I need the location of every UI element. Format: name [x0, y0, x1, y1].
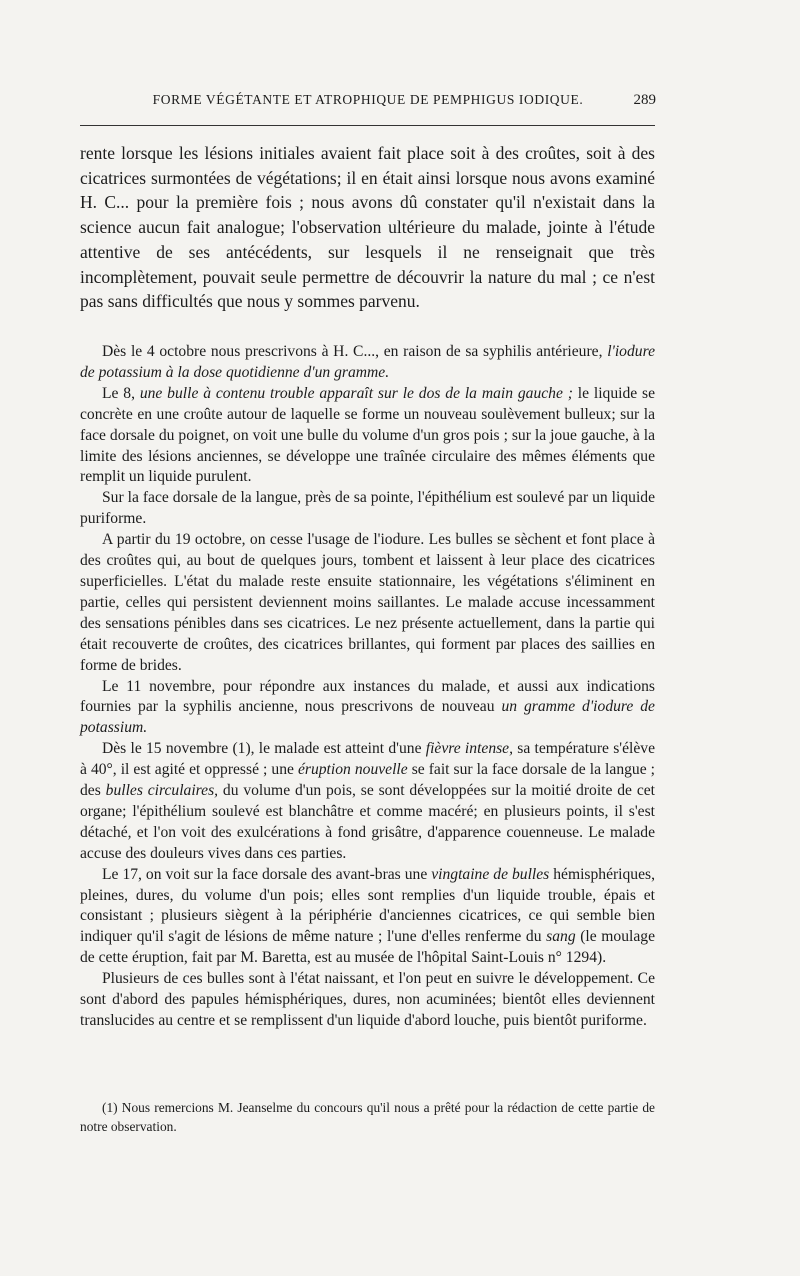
footnote-text: (1) Nous remercions M. Jeanselme du concours qu'il nous a prêté pour la rédaction de cette partie de notre observation. [80, 1100, 655, 1134]
italic-run: éruption nouvelle [297, 761, 408, 779]
text-run: du volume d'un pois, se sont développées sur la moitié droite de cet organe; l'épithélium soulevé est blanchâtre et comme macéré; en plusieurs points, il s'est détaché, et l'on voit des exulcérations à fond grisâtre, d'apparence couenneuse. Le malade accuse des douleurs vives dans ces parties. [80, 782, 656, 862]
paragraph-7 [80, 865, 655, 970]
italic-run: vingtaine de bulles [431, 865, 550, 883]
footnote [80, 1098, 655, 1136]
paragraph-4: A partir du 19 octobre, on cesse l'usage de l'iodure. Les bulles se sèchent et font place à des croûtes qui, au bout de quelques jours, tombent et laissent à leur place des cicatrices superficielles. L'état du malade reste ensuite stationnaire, les végétations s'éliminent en partie, celles qui persistent deviennent moins saillantes. Le malade accuse incessamment des sensations pénibles dans ses cicatrices. Le nez présente actuellement, dans la partie qui était recouverte de croûtes, des cicatrices brillantes, qui forment par places des saillies en forme de brides. [80, 531, 655, 674]
text-run: se fait sur la face dorsale de la langue ; des [80, 761, 655, 800]
paragraph-1 [80, 342, 655, 384]
paragraph-6 [80, 739, 655, 864]
paragraph-2 [80, 384, 655, 489]
italic-run: fièvre intense, [425, 740, 514, 758]
body-text [80, 342, 655, 1032]
italic-run: une bulle à contenu trouble apparaît sur le dos de la main gauche ; [139, 384, 573, 402]
text-run: sa température s'élève à 40°, il est agité et oppressé ; une [80, 740, 655, 779]
running-title: FORME VÉGÉTANTE ET ATROPHIQUE DE PEMPHIGUS IODIQUE. [152, 92, 584, 107]
intro-text: rente lorsque les lésions initiales avaient fait place soit à des croûtes, soit à des cicatrices surmontées de végétations; il en était ainsi lorsque nous avons examiné H. C... pour la première fois ; nous avons dû constater qu'il n'existait dans la science aucun fait analogue; l'observation ultérieure du malade, jointe à l'étude attentive de ses antécédents, sur lesquels il ne renseignait que très incomplètement, pouvait seule permettre de découvrir la nature du mal ; ce n'est pas sans difficultés que nous y sommes parvenu. [80, 143, 655, 312]
page-number: 289 [633, 92, 656, 108]
text-run: le liquide se concrète en une croûte autour de laquelle se forme un nouveau soulèvement bulleux; sur la face dorsale du poignet, on voit une bulle du volume d'un gros pois ; sur la joue gauche, à la limite des lésions anciennes, se développe une traînée circulaire des mêmes éléments que remplit un liquide purulent. [80, 384, 655, 486]
text-run: hémisphériques, pleines, dures, du volume d'un pois; elles sont remplies d'un liquide trouble, épais et consistant ; plusieurs siègent à la périphérie d'anciennes cicatrices, ce qui semble bien indiquer qu'il s'agit de lésions de même nature ; l'une d'elles renferme du [80, 865, 655, 946]
italic-run: bulles circulaires, [105, 782, 219, 800]
italic-run: un gramme d'iodure de potassium. [80, 698, 655, 737]
italic-run: sang [546, 928, 576, 946]
paragraph-3: Sur la face dorsale de la langue, près de sa pointe, l'épithélium est soulevé par un liquide puriforme. [80, 489, 655, 528]
header-rule [80, 125, 655, 126]
text-run: Le 11 novembre, pour répondre aux instances du malade, et aussi aux indications fournies par la syphilis ancienne, nous prescrivons de nouveau [80, 677, 655, 716]
intro-paragraph [80, 141, 655, 314]
italic-run: l'iodure de potassium à la dose quotidienne d'un gramme. [80, 343, 655, 381]
paragraph-5 [80, 677, 655, 740]
text-run: Le 17, on voit sur la face dorsale des avant-bras une [102, 865, 432, 883]
text-run: Dès le 4 octobre nous prescrivons à H. C..., en raison de sa syphilis antérieure, [102, 343, 608, 360]
text-run: Le 8, [102, 384, 140, 402]
text-run: (le moulage de cette éruption, fait par M. Baretta, est au musée de l'hôpital Saint-Louis n° 1294). [80, 928, 655, 967]
paragraph-8: Plusieurs de ces bulles sont à l'état naissant, et l'on peut en suivre le développement. Ce sont d'abord des papules hémisphériques, dures, non acuminées; bientôt elles deviennent translucides au centre et se remplissent d'un liquide d'abord louche, puis bientôt puriforme. [80, 970, 655, 1029]
text-run: Dès le 15 novembre (1), le malade est atteint d'une [102, 740, 426, 758]
page-header [80, 92, 656, 112]
